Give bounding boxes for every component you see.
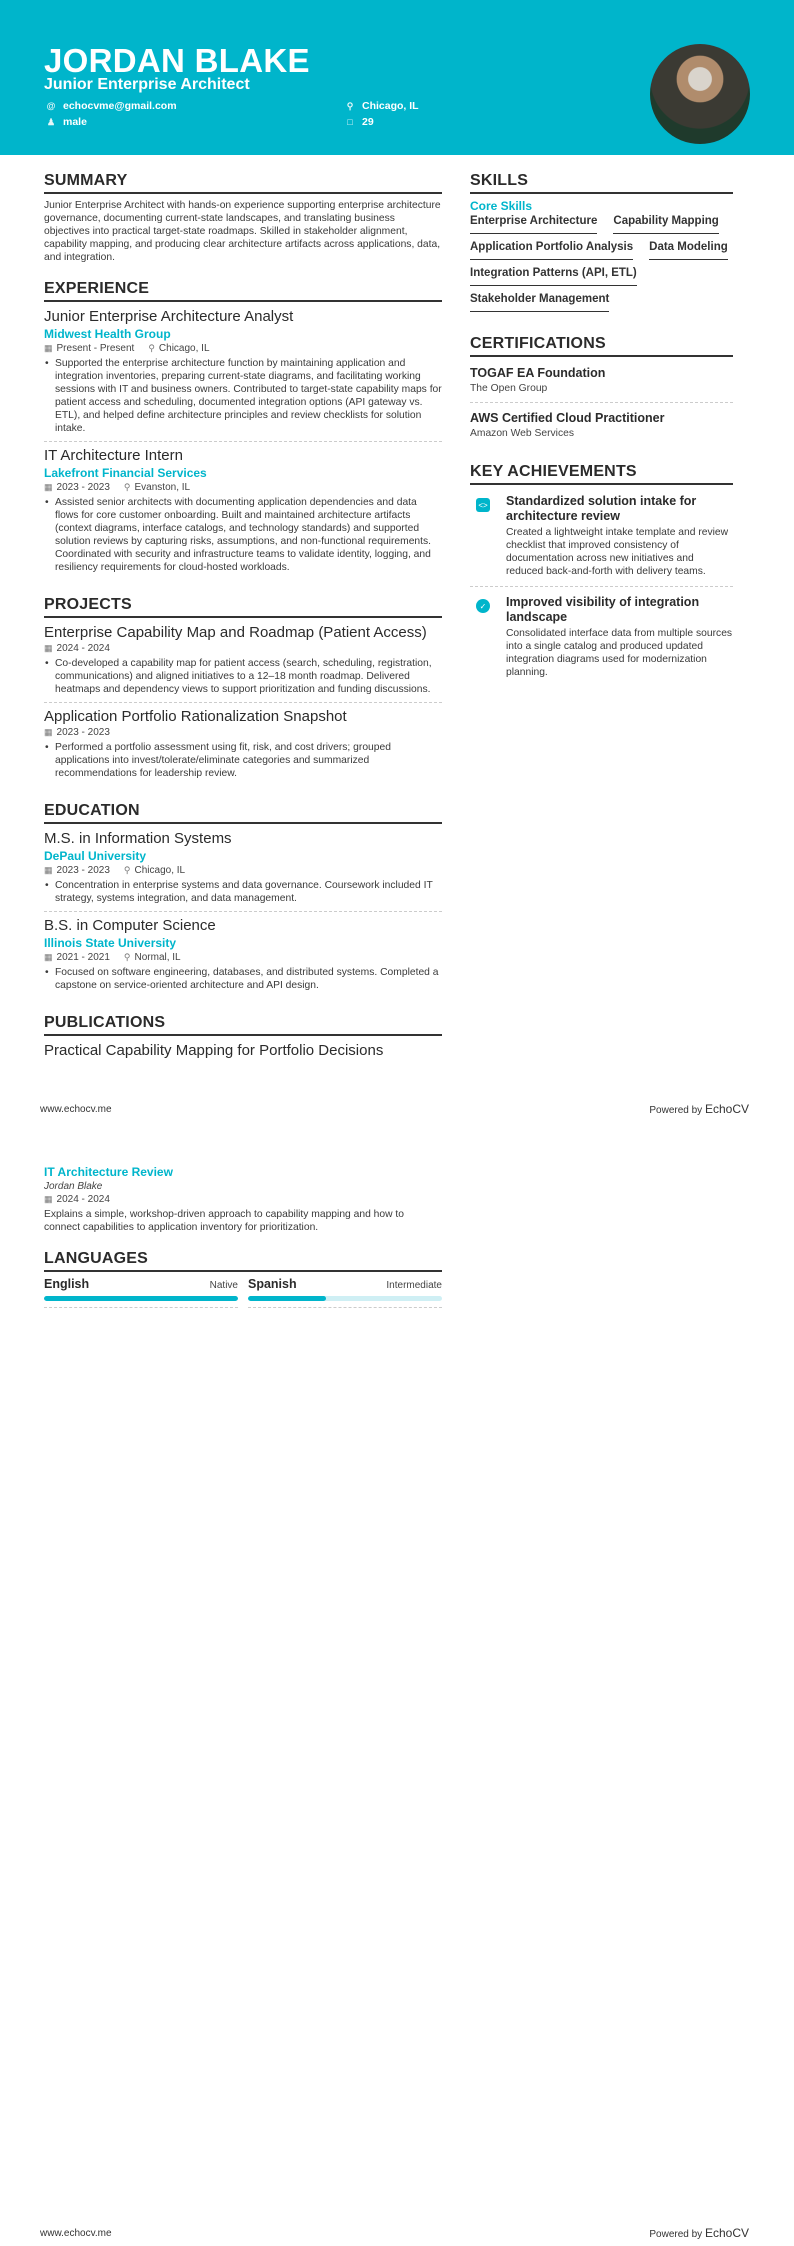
calendar-icon: ▦ [44, 1194, 53, 1204]
certification-item: TOGAF EA Foundation The Open Group [470, 362, 733, 403]
footer-website[interactable]: www.echocv.me [40, 2228, 112, 2239]
left-column [44, 172, 442, 1076]
achievements-section [470, 463, 733, 687]
brand-name: EchoCV [704, 2226, 749, 2240]
dates: ▦ 2024 - 2024 [44, 643, 110, 654]
languages-section [44, 1250, 442, 1308]
certification-item: AWS Certified Cloud Practitioner Amazon Web Services [470, 411, 665, 439]
achievement-item: <> Standardized solution intake for architecture review Created a lightweight intake template and review checklist that improved consistency of documentation across new initiatives and reduced back-and-forth with delivery teams. [470, 490, 733, 587]
location: ⚲ Evanston, IL [123, 482, 191, 493]
proficiency-bar [44, 1296, 238, 1301]
location: ⚲ Chicago, IL [148, 343, 210, 354]
bullet: • Focused on software engineering, databases, and distributed systems. Completed a capstone on service-oriented architecture and API design. [44, 966, 442, 992]
project-title: Application Portfolio Rationalization Snapshot [44, 708, 347, 725]
footer-website[interactable]: www.echocv.me [40, 1104, 112, 1115]
section-heading: EDUCATION [44, 802, 442, 824]
skill-group-title: Core Skills [470, 199, 533, 213]
age-text: 29 [362, 116, 374, 128]
contact-gender [46, 116, 87, 128]
summary-section [44, 172, 442, 264]
bullet: • Supported the enterprise architecture function by maintaining application and integration inventories, preparing current-state diagrams, and facilitating working sessions with IT and business owners. Contributed to target-state capability maps for patient access and scheduling, documented integration options (API gateway vs. ETL), and helped define architecture principles and review checklists for solution intake. [44, 357, 442, 435]
bullet: • Co-developed a capability map for patient access (search, scheduling, registration, communications) and aligned initiatives to a 12–18 month roadmap. Delivered heatmaps and dependency views to support prioritization and funding discussions. [44, 657, 442, 696]
skill-tag: Capability Mapping [613, 215, 718, 234]
dates: ▦ 2023 - 2023 [44, 865, 110, 876]
profile-photo [650, 44, 750, 144]
dates: ▦ 2021 - 2021 [44, 952, 110, 963]
dates: ▦ Present - Present [44, 343, 135, 354]
language-item: English Native [44, 1277, 238, 1308]
section-heading: PROJECTS [44, 596, 442, 618]
achievement-item: ✓ Improved visibility of integration landscape Consolidated interface data from multiple sources into a single catalog and produced updated integration diagrams used for modernization planning. [470, 591, 733, 687]
candidate-title: Junior Enterprise Architect [44, 76, 250, 93]
dates: ▦ 2023 - 2023 [44, 482, 110, 493]
section-heading: PUBLICATIONS [44, 1014, 442, 1036]
calendar-icon: ▦ [44, 952, 53, 962]
contact-email [46, 100, 177, 112]
section-heading: SKILLS [470, 172, 733, 194]
degree: B.S. in Computer Science [44, 917, 216, 934]
section-heading: CERTIFICATIONS [470, 335, 733, 357]
project-item [44, 623, 442, 703]
location-pin-icon: ⚲ [123, 952, 131, 962]
location-pin-icon: ⚲ [148, 343, 155, 353]
location: ⚲ Chicago, IL [123, 865, 186, 876]
code-icon: <> [476, 498, 490, 512]
project-title: Enterprise Capability Map and Roadmap (Patient Access) [44, 624, 427, 641]
projects-section [44, 596, 442, 786]
calendar-icon: ▦ [44, 727, 53, 737]
skill-tag: Data Modeling [649, 241, 728, 260]
proficiency-fill [44, 1296, 238, 1301]
email-text: echocvme@gmail.com [63, 100, 177, 112]
location-text: Chicago, IL [362, 100, 419, 112]
bullet: • Performed a portfolio assessment using fit, risk, and cost drivers; grouped applications into invest/tolerate/eliminate categories and summarized recommendations for leadership review. [44, 741, 442, 780]
location-pin-icon: ⚲ [346, 100, 354, 111]
proficiency-fill [248, 1296, 326, 1301]
publication-description: Explains a simple, workshop-driven approach to capability mapping and how to connect capabilities to application inventory for prioritization. [44, 1209, 405, 1233]
project-item [44, 707, 442, 786]
experience-item [44, 446, 442, 580]
location: ⚲ Normal, IL [123, 952, 181, 963]
section-heading: EXPERIENCE [44, 280, 442, 302]
section-heading: KEY ACHIEVEMENTS [470, 463, 733, 485]
job-title: Junior Enterprise Architecture Analyst [44, 308, 294, 325]
right-column [470, 172, 733, 703]
degree: M.S. in Information Systems [44, 830, 232, 847]
experience-section [44, 280, 442, 580]
person-icon: ♟ [46, 116, 56, 127]
job-title: IT Architecture Intern [44, 447, 183, 464]
gender-text: male [63, 116, 87, 128]
publication-title: Practical Capability Mapping for Portfolio Decisions [44, 1042, 384, 1059]
company-name: Lakefront Financial Services [44, 466, 207, 480]
left-column-page2 [44, 1164, 442, 1324]
publication-venue: IT Architecture Review [44, 1165, 173, 1179]
education-item [44, 916, 442, 998]
skill-tag: Enterprise Architecture [470, 215, 597, 234]
section-heading: LANGUAGES [44, 1250, 442, 1272]
school-name: Illinois State University [44, 936, 177, 950]
company-name: Midwest Health Group [44, 327, 171, 341]
bullet: • Concentration in enterprise systems and data governance. Coursework included IT strategy, systems integration, and data management. [44, 879, 442, 905]
brand-name: EchoCV [704, 1102, 749, 1116]
footer-powered: Powered by EchoCV [649, 1102, 749, 1116]
location-pin-icon: ⚲ [123, 865, 131, 875]
check-icon: ✓ [476, 599, 490, 613]
publications-section [44, 1014, 442, 1060]
resume-header [0, 0, 794, 155]
at-icon: @ [46, 101, 56, 111]
publication-details [44, 1164, 442, 1234]
summary-text: Junior Enterprise Architect with hands-on experience supporting enterprise architecture governance, documenting current-state landscapes, and translating business objectives into practical target-state roadmaps. Skilled in stakeholder alignment, capability mapping, and producing clear architecture artifacts across applications, data, and integration. [44, 200, 441, 263]
candidate-name: JORDAN BLAKE [44, 42, 310, 79]
calendar-icon: □ [347, 117, 353, 127]
school-name: DePaul University [44, 849, 147, 863]
language-item: Spanish Intermediate [248, 1277, 442, 1308]
proficiency-bar [248, 1296, 442, 1301]
footer-powered: Powered by EchoCV [649, 2226, 749, 2240]
bullet: • Assisted senior architects with documenting application dependencies and data flows for core customer onboarding. Built and maintained architecture artifacts (context diagrams, interface catalogs, and technology standards) and supported solution reviews by capturing risks, assumptions, and non-functional requirements. Coordinated with security and infrastructure teams to validate identity, logging, and resiliency requirements for cloud-hosted workloads. [44, 496, 442, 574]
education-section [44, 802, 442, 998]
skills-section [470, 172, 733, 319]
section-heading: SUMMARY [44, 172, 442, 194]
dates: ▦ 2024 - 2024 [44, 1194, 110, 1205]
skill-tag: Integration Patterns (API, ETL) [470, 267, 637, 286]
certifications-section [470, 335, 733, 447]
calendar-icon: ▦ [44, 343, 53, 353]
education-item [44, 829, 442, 912]
calendar-icon: ▦ [44, 643, 53, 653]
skill-tag: Application Portfolio Analysis [470, 241, 633, 260]
calendar-icon: ▦ [44, 865, 53, 875]
location-pin-icon: ⚲ [123, 482, 131, 492]
contact-location [345, 100, 419, 112]
skill-tag: Stakeholder Management [470, 293, 609, 312]
publication-author: Jordan Blake [44, 1181, 103, 1192]
calendar-icon: ▦ [44, 482, 53, 492]
dates: ▦ 2023 - 2023 [44, 727, 110, 738]
experience-item [44, 307, 442, 442]
contact-age [345, 116, 374, 128]
